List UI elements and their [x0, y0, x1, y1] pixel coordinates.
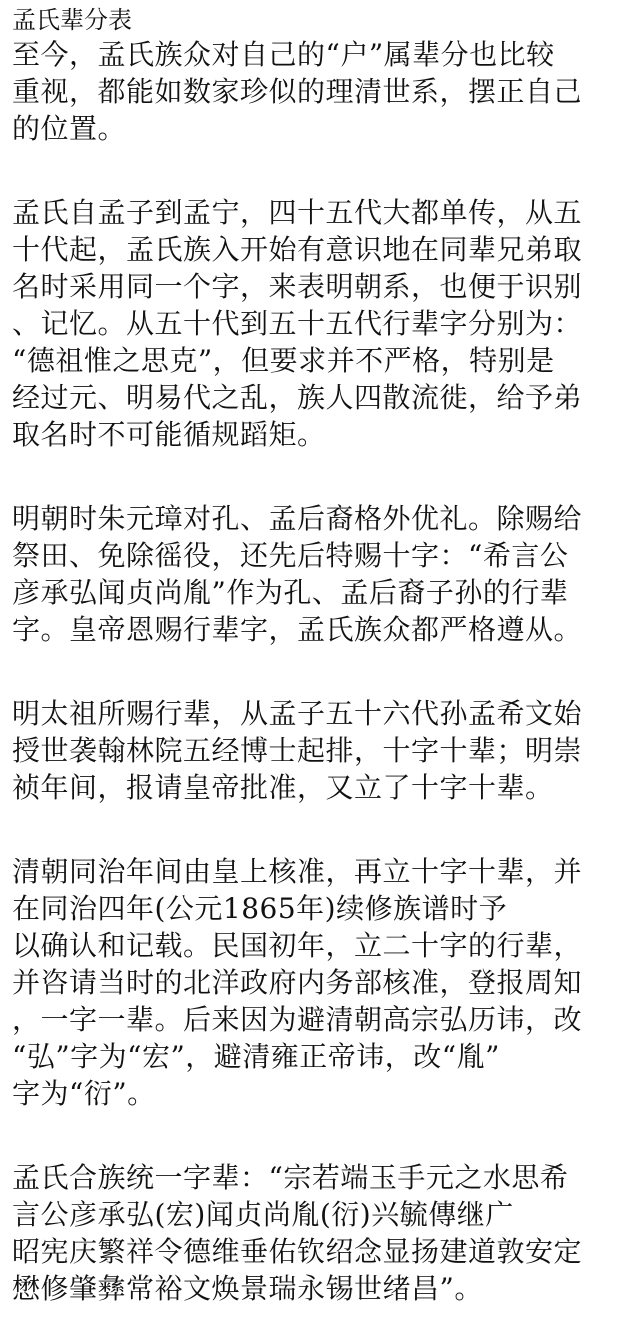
text-line: 言公彦承弘(宏)闻贞尚胤(衍)兴毓傳继广	[12, 1198, 514, 1231]
text-line: 以确认和记载。民国初年，立二十字的行辈，	[12, 929, 583, 962]
paragraph	[12, 1159, 630, 1307]
paragraph	[12, 500, 630, 648]
text-line: 明朝时朱元璋对孔、孟后裔格外优礼。除赐给	[12, 502, 583, 535]
text-line: “德祖惟之思克”，但要求并不严格，特别是	[12, 344, 555, 377]
text-line: 孟氏自孟子到孟宁，四十五代大都单传，从五	[12, 196, 583, 229]
text-line: ，一字一辈。后来因为避清朝高宗弘历讳，改	[12, 1003, 583, 1036]
document-body	[12, 36, 630, 1307]
text-line: 经过元、明易代之乱，族人四散流徙，给予弟	[12, 381, 583, 414]
text-line: 懋修肇彝常裕文焕景瑞永锡世绪昌”。	[12, 1272, 483, 1305]
text-line: “弘”字为“宏”，避清雍正帝讳，改“胤”	[12, 1040, 500, 1073]
paragraph-gap	[12, 453, 630, 500]
text-line: 并咨请当时的北洋政府内务部核准，登报周知	[12, 966, 583, 999]
text-line: 孟氏合族统一字辈：“宗若端玉手元之水思希	[12, 1161, 569, 1194]
paragraph	[12, 695, 630, 806]
text-line: 的位置。	[12, 112, 127, 145]
text-line: 字为“衍”。	[12, 1077, 156, 1110]
paragraph-gap	[12, 147, 630, 194]
text-line: 在同治四年(公元1865年)续修族谱时予	[12, 892, 508, 925]
text-line: 取名时不可能循规蹈矩。	[12, 418, 326, 451]
text-line: 昭宪庆繁祥令德维垂佑钦绍念显扬建道敦安定	[12, 1235, 583, 1268]
text-line: 祯年间，报请皇帝批准，又立了十字十辈。	[12, 771, 554, 804]
paragraph	[12, 36, 630, 147]
paragraph-gap	[12, 806, 630, 853]
text-line: 彦承弘闻贞尚胤”作为孔、孟后裔子孙的行辈	[12, 576, 569, 609]
text-line: 祭田、免除徭役，还先后特赐十字：“希言公	[12, 539, 569, 572]
paragraph	[12, 853, 630, 1112]
text-line: 、记忆。从五十代到五十五代行辈字分别为：	[12, 307, 583, 340]
text-line: 名时采用同一个字，来表明朝系，也便于识别	[12, 270, 583, 303]
paragraph-gap	[12, 1112, 630, 1159]
page-title: 孟氏辈分表	[12, 6, 132, 34]
text-line: 明太祖所赐行辈，从孟子五十六代孙孟希文始	[12, 697, 583, 730]
text-line: 授世袭翰林院五经博士起排，十字十辈；明崇	[12, 734, 583, 767]
text-line: 十代起，孟氏族入开始有意识地在同辈兄弟取	[12, 233, 583, 266]
paragraph	[12, 194, 630, 453]
text-line: 清朝同治年间由皇上核准，再立十字十辈，并	[12, 855, 583, 888]
text-line: 重视，都能如数家珍似的理清世系，摆正自己	[12, 75, 583, 108]
text-line: 至今，孟氏族众对自己的“户”属辈分也比较	[12, 38, 555, 71]
text-line: 字。皇帝恩赐行辈字，孟氏族众都严格遵从。	[12, 613, 583, 646]
paragraph-gap	[12, 648, 630, 695]
